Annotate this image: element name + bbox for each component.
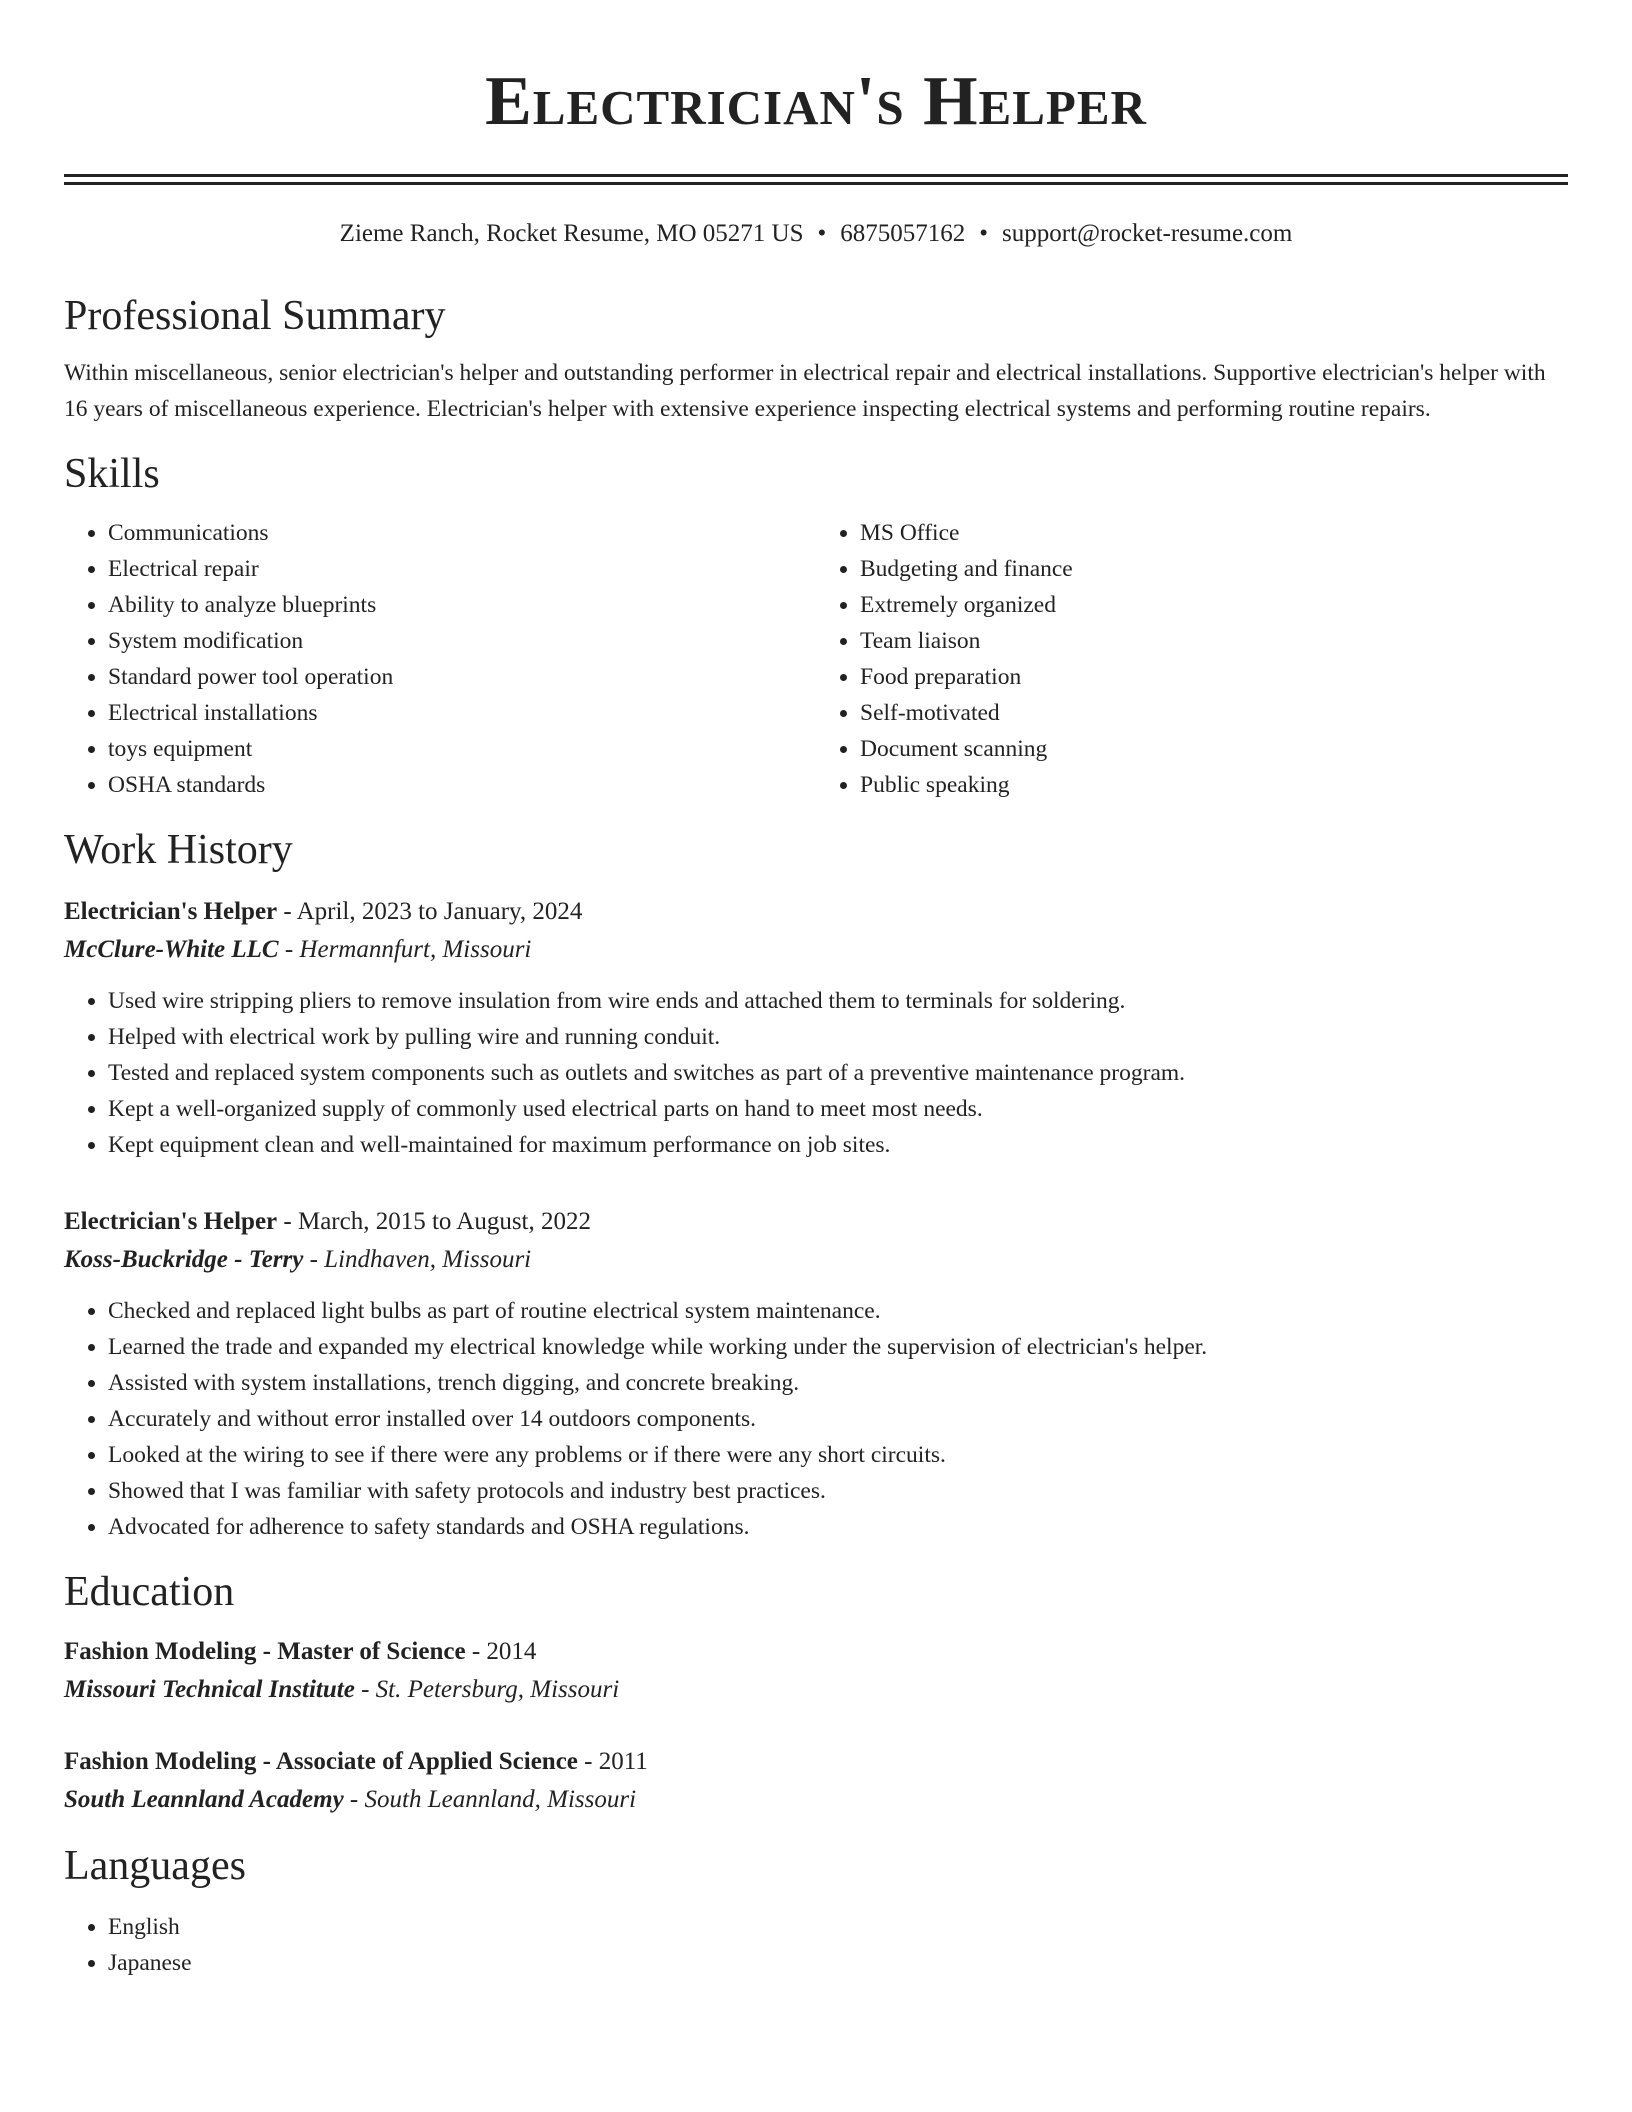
job-entry [64, 893, 1568, 1163]
education-entry [64, 1633, 1568, 1709]
job-duties-list [64, 983, 1568, 1163]
skill-item: • Electrical installations [108, 695, 816, 731]
education-entry [64, 1743, 1568, 1819]
skill-item: • Food preparation [860, 659, 1568, 695]
job-duty: • Advocated for adherence to safety standards and OSHA regulations. [108, 1509, 1568, 1545]
job-duty: • Looked at the wiring to see if there were any problems or if there were any short circuits. [108, 1437, 1568, 1473]
degree-year: - 2011 [577, 1748, 648, 1775]
skill-item: • Self-motivated [860, 695, 1568, 731]
job-company-line [64, 1241, 1568, 1279]
school-line [64, 1671, 1568, 1709]
work-history-heading: Work History [64, 827, 293, 873]
contact-separator: • [817, 220, 827, 247]
degree-name: Fashion Modeling - Master of Science [64, 1638, 466, 1665]
job-duty: • Learned the trade and expanded my electrical knowledge while working under the supervision of electrician's helper. [108, 1329, 1568, 1365]
school-name: Missouri Technical Institute [64, 1676, 355, 1703]
job-duties-list [64, 1293, 1568, 1545]
contact-address: Zieme Ranch, Rocket Resume, MO 05271 US [339, 220, 804, 247]
job-duty: • Accurately and without error installed over 14 outdoors components. [108, 1401, 1568, 1437]
job-duty: • Showed that I was familiar with safety protocols and industry best practices. [108, 1473, 1568, 1509]
job-duty: • Kept a well-organized supply of commonly used electrical parts on hand to meet most needs. [108, 1091, 1568, 1127]
job-location: - Lindhaven, Missouri [303, 1246, 532, 1273]
skill-item: • Budgeting and finance [860, 551, 1568, 587]
job-duty: • Tested and replaced system components such as outlets and switches as part of a preventive maintenance program. [108, 1055, 1568, 1091]
skill-item: • Extremely organized [860, 587, 1568, 623]
skill-item: • Team liaison [860, 623, 1568, 659]
job-entry [64, 1203, 1568, 1545]
job-dates: - March, 2015 to August, 2022 [277, 1208, 592, 1235]
skill-item: • Public speaking [860, 767, 1568, 803]
resume-title: Electrician's Helper [485, 63, 1147, 140]
job-duty: • Helped with electrical work by pulling wire and running conduit. [108, 1019, 1568, 1055]
languages-list [64, 1909, 1568, 1981]
skill-item: • Ability to analyze blueprints [108, 587, 816, 623]
skill-item: • MS Office [860, 515, 1568, 551]
job-dates: - April, 2023 to January, 2024 [277, 898, 583, 925]
language-item: • English [108, 1909, 1568, 1945]
skills-columns [64, 515, 1568, 803]
degree-year: - 2014 [465, 1638, 537, 1665]
language-item: • Japanese [108, 1945, 1568, 1981]
skill-item: • System modification [108, 623, 816, 659]
job-location: - Hermannfurt, Missouri [278, 936, 532, 963]
degree-line [64, 1633, 1568, 1671]
summary-heading: Professional Summary [64, 293, 446, 339]
school-location: - St. Petersburg, Missouri [354, 1676, 620, 1703]
job-duty: • Used wire stripping pliers to remove insulation from wire ends and attached them to terminals for soldering. [108, 983, 1568, 1019]
job-duty: • Checked and replaced light bulbs as part of routine electrical system maintenance. [108, 1293, 1568, 1329]
job-title: Electrician's Helper [64, 898, 278, 925]
contact-separator: • [979, 220, 989, 247]
job-title: Electrician's Helper [64, 1208, 278, 1235]
job-company-line [64, 931, 1568, 969]
skill-item: • toys equipment [108, 731, 816, 767]
skills-heading: Skills [64, 451, 160, 497]
school-line [64, 1781, 1568, 1819]
school-name: South Leannland Academy [64, 1786, 344, 1813]
job-duty: • Assisted with system installations, trench digging, and concrete breaking. [108, 1365, 1568, 1401]
languages-heading: Languages [64, 1843, 246, 1889]
degree-name: Fashion Modeling - Associate of Applied Science [64, 1748, 578, 1775]
education-heading: Education [64, 1569, 235, 1615]
summary-text: Within miscellaneous, senior electrician's helper and outstanding performer in electrical repair and electrical installations. Supportive electrician's helper with 16 years of miscellaneous experience. Electrician's helper with extensive experience inspecting electrical systems and performing routine repairs. [64, 360, 1546, 422]
skill-item: • Document scanning [860, 731, 1568, 767]
contact-email: support@rocket-resume.com [1002, 220, 1293, 247]
contact-phone: 6875057162 [840, 220, 966, 247]
school-location: - South Leannland, Missouri [343, 1786, 637, 1813]
job-title-line [64, 893, 1568, 931]
skills-list-left [64, 515, 816, 803]
degree-line [64, 1743, 1568, 1781]
skill-item: • Standard power tool operation [108, 659, 816, 695]
job-company: Koss-Buckridge - Terry [64, 1246, 304, 1273]
job-duty: • Kept equipment clean and well-maintained for maximum performance on job sites. [108, 1127, 1568, 1163]
job-title-line [64, 1203, 1568, 1241]
skills-list-right [816, 515, 1568, 803]
job-company: McClure-White LLC [64, 936, 279, 963]
contact-line [64, 217, 1568, 251]
skill-item: • Electrical repair [108, 551, 816, 587]
skill-item: • OSHA standards [108, 767, 816, 803]
skill-item: • Communications [108, 515, 816, 551]
title-double-rule [64, 174, 1568, 185]
